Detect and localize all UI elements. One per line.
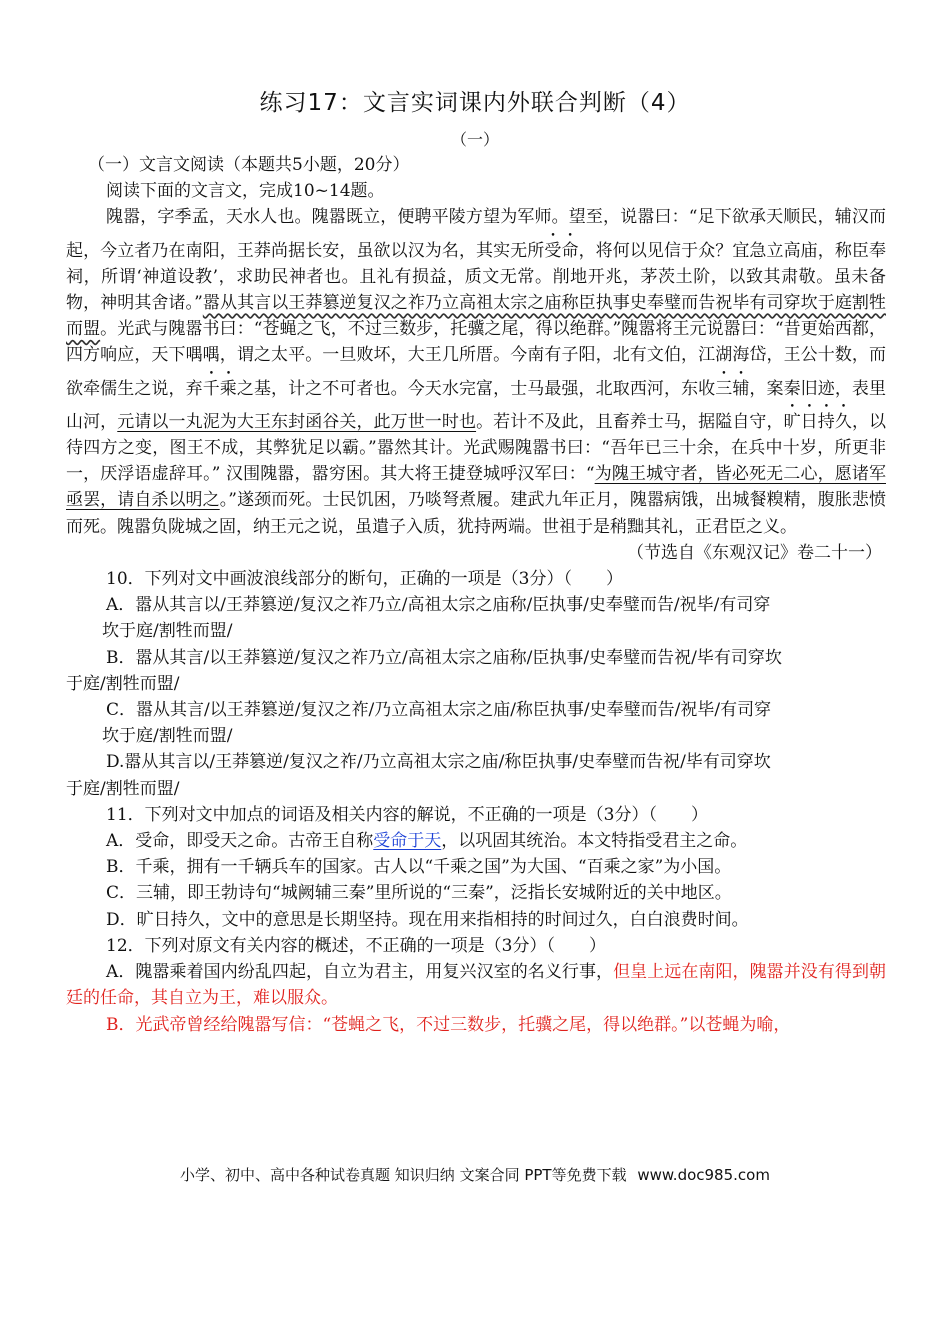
q12-option-a bbox=[66, 959, 886, 1011]
question-11-stem: 11．下列对文中加点的词语及相关内容的解说，不正确的一项是（3分）（ ） bbox=[106, 804, 708, 825]
section-header: （一）文言文阅读（本题共5小题，20分） bbox=[88, 155, 410, 175]
instruction: 阅读下面的文言文，完成10~14题。 bbox=[106, 181, 385, 202]
passage-text: ，将何以见信于众？宜急立高庙，称臣奉祠，所谓‘神道设教’，求助民神者也。且礼有损益，质文无常。削地开兆，茅茨土阶，以致其肃敬。虽未备物，神明其舍诸。” bbox=[66, 240, 887, 314]
footer-text: 小学、初中、高中各种试卷真题 知识归纳 文案合同 PPT等免费下载 bbox=[180, 1166, 627, 1184]
q11-a-text: ，以巩固其统治。本文特指受君主之命。 bbox=[441, 831, 748, 852]
underlined-sentence-1: 元请以一丸泥为大王东封函谷关，此万世一时也 bbox=[117, 411, 477, 432]
q10-option-c-cont: 坎于庭/割牲而盟/ bbox=[102, 726, 233, 747]
q12-a-text: A．隗嚣乘着国内纷乱四起，自立为君主，用复兴汉室的名义行事， bbox=[106, 962, 614, 983]
shouming-link[interactable]: 受命于天 bbox=[373, 831, 442, 852]
passage-source: （节选自《东观汉记》卷二十一） bbox=[627, 542, 882, 563]
q11-option-b: B．千乘，拥有一千辆兵车的国家。古人以“千乘之国”为大国、“百乘之家”为小国。 bbox=[106, 857, 732, 878]
underlined-sentence-2: 为隗王城守者，皆必死无二心，愿诸军亟罢，请自杀以明之 bbox=[66, 464, 886, 511]
passage-text: 之基，计之不可者也。今天水完富，士马最强，北取西河，东收 bbox=[236, 378, 716, 399]
q10-option-a: A．嚣从其言以/王莽篡逆/复汉之祚乃立/高祖太宗之庙称/臣执事/史奉璧而告/祝毕/有司穿 bbox=[106, 595, 771, 616]
q11-a-text: A．受命，即受天之命。古帝王自称 bbox=[106, 831, 374, 852]
passage-text: 隗嚣，字季孟，天水人也。隗嚣既立，便聘平陵方望为军师。望至，说嚣曰：“足下欲承天顺民，辅汉而起，今立者乃在南阳，王莽尚据长安，虽欲以汉为名，其实无所 bbox=[66, 207, 886, 261]
q10-option-d-cont: 于庭/割牲而盟/ bbox=[66, 778, 180, 799]
q11-option-a bbox=[66, 828, 886, 854]
q12-option-b: B．光武帝曾经给隗嚣写信：“苍蝇之飞，不过三数步，托骥之尾，得以绝群。”以苍蝇为喻， bbox=[106, 1014, 791, 1035]
q11-option-c: C．三辅，即王勃诗句“城阙辅三秦”里所说的“三秦”，泛指长安城附近的关中地区。 bbox=[106, 883, 732, 904]
q10-option-c: C．嚣从其言/以王莽篡逆/复汉之祚/乃立高祖太宗之庙/称臣执事/史奉璧而告/祝毕/有司穿 bbox=[106, 700, 772, 721]
page-footer bbox=[0, 1164, 950, 1185]
question-10-stem: 10．下列对文中画波浪线部分的断句，正确的一项是（3分）（ ） bbox=[106, 569, 623, 590]
question-12-stem: 12．下列对原文有关内容的概述，不正确的一项是（3分）（ ） bbox=[106, 935, 606, 956]
document-body bbox=[66, 152, 886, 1038]
dotted-word-shouming: 受命 bbox=[544, 240, 579, 261]
passage-text: 。光武与隗嚣书曰：“苍蝇之飞，不过三数步，托骥之尾，得以绝群。”隗嚣将王元说嚣曰：“昔更始西都，四方响应，天下喁喁，谓之太平。一旦败坏，大王几所厝。今南有子阳，北有文伯，江湖海岱，王公十数，而欲牵儒生之说，弃 bbox=[66, 319, 886, 399]
q10-option-d: D.嚣从其言以/王莽篡逆/复汉之祚/乃立高祖太宗之庙/称臣执事/史奉璧而告祝/毕有司穿坎 bbox=[106, 752, 771, 773]
dotted-word-qiansheng: 千乘 bbox=[202, 378, 237, 399]
dotted-word-sanfu: 三辅 bbox=[715, 378, 750, 399]
q10-option-a-cont: 坎于庭/割牲而盟/ bbox=[102, 621, 233, 642]
page-title: 练习17：文言实词课内外联合判断（4） bbox=[259, 90, 691, 116]
q10-option-b: B．嚣从其言/以王莽篡逆/复汉之祚乃立/高祖太宗之庙称/臣执事/史奉璧而告祝/毕有司穿坎 bbox=[106, 647, 782, 668]
q10-option-b-cont: 于庭/割牲而盟/ bbox=[66, 673, 180, 694]
passage-text: ，案秦旧迹，表里山河， bbox=[66, 378, 887, 432]
passage-paragraph bbox=[66, 204, 886, 539]
passage-text: ，以待四方之变，图王不成，其弊犹足以霸。”嚣然其计。光武赐隗嚣书曰：“吾年已三十余，在兵中十岁，所更非一，厌浮语虚辞耳。” 汉围隗嚣，嚣穷困。其大将王捷登城呼汉军曰：“ bbox=[66, 411, 887, 485]
dotted-word-kuangri: 旷日持久 bbox=[783, 411, 852, 432]
footer-url[interactable]: www.doc985.com bbox=[637, 1166, 770, 1184]
wavy-underlined-sentence: 嚣从其言以王莽篡逆复汉之祚乃立高祖太宗之庙称臣执事史奉璧而告祝毕有司穿坎于庭割牲而盟 bbox=[66, 293, 886, 340]
passage-text: 。”遂颈而死。士民饥困，乃啖弩煮履。建武九年正月，隗嚣病饿，出城餐糗精，腹胀悲愤而死。隗嚣负陇城之固，纳王元之说，虽遣子入质，犹持两端。世祖于是稍黜其礼，正君臣之义。 bbox=[66, 490, 886, 537]
q11-option-d: D．旷日持久，文中的意思是长期坚持。现在用来指相持的时间过久，白白浪费时间。 bbox=[106, 909, 749, 930]
passage-text: 。若计不及此，且畜养士马，据隘自守， bbox=[476, 411, 784, 432]
q12-a-highlight: 但皇上远在南阳，隗嚣并没有得到朝廷的任命，其自立为王，难以服众。 bbox=[66, 962, 886, 1009]
page-subtitle: （一） bbox=[450, 130, 499, 149]
